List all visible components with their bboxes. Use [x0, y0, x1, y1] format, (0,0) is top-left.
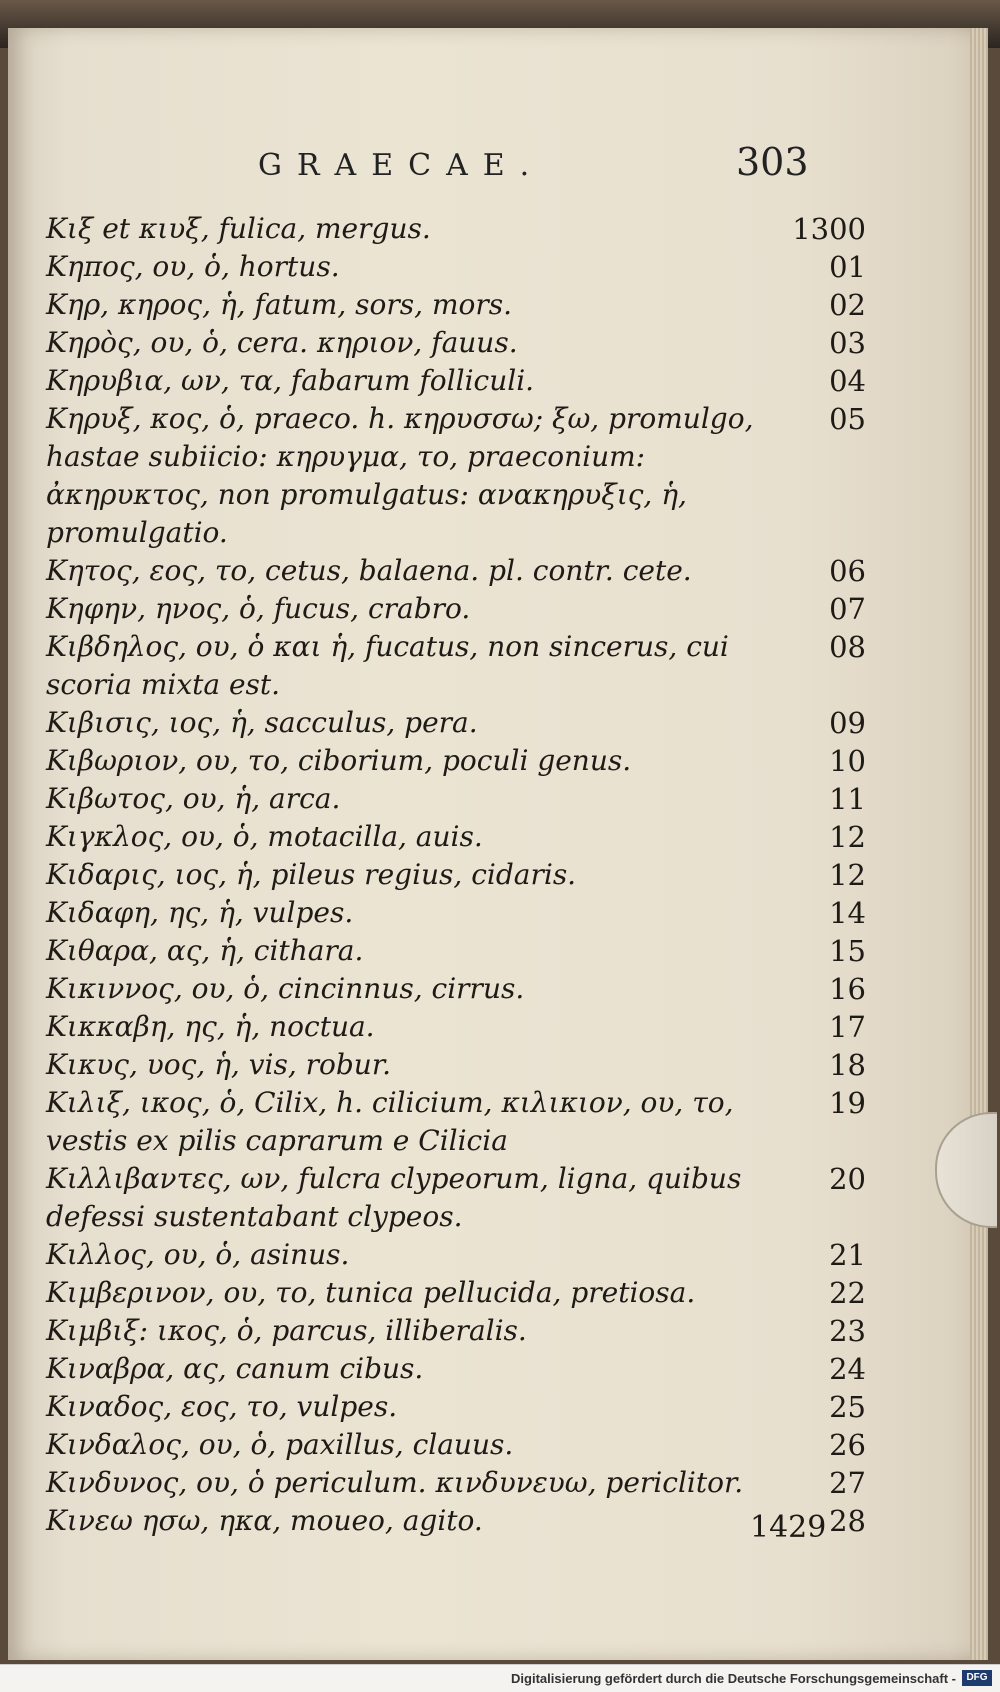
- entry-number: 16: [829, 972, 866, 1006]
- dictionary-entry: [46, 856, 866, 894]
- entry-text: Κιβισις, ιος, ἡ, sacculus, pera.: [46, 706, 478, 739]
- dictionary-entry: [46, 1236, 866, 1274]
- funding-credit: Digitalisierung gefördert durch die Deutsche Forschungsgemeinschaft -: [511, 1671, 956, 1686]
- dictionary-entry: [46, 362, 866, 400]
- entry-text: Κιλιξ, ικος, ὁ, Cilix, h. cilicium, κιλικιον, ου, το, vestis ex pilis caprarum e Cilicia: [46, 1086, 734, 1157]
- footer-bar: [0, 1664, 1000, 1692]
- entry-text: Κιλλος, ου, ὁ, asinus.: [46, 1238, 350, 1271]
- dictionary-entry: [46, 1426, 866, 1464]
- dictionary-entry: [46, 894, 866, 932]
- dictionary-entry: [46, 1046, 866, 1084]
- entry-number: 12: [829, 820, 866, 854]
- entry-number: 18: [829, 1048, 866, 1082]
- entry-number: 09: [829, 706, 866, 740]
- dictionary-entry: [46, 970, 866, 1008]
- entry-number: 17: [829, 1010, 866, 1044]
- page-edge: [970, 28, 988, 1660]
- dictionary-entry: [46, 286, 866, 324]
- entry-text: Κινδυνος, ου, ὁ periculum. κινδυνευω, periclitor.: [46, 1466, 744, 1499]
- dictionary-entry: [46, 1160, 866, 1236]
- entry-number: 22: [829, 1276, 866, 1310]
- entry-number: 12: [829, 858, 866, 892]
- entry-number: 19: [829, 1086, 866, 1120]
- dictionary-entry: [46, 1274, 866, 1312]
- entry-number: 10: [829, 744, 866, 778]
- entry-number: 05: [829, 402, 866, 436]
- entry-text: Κιξ et κιυξ, fulica, mergus.: [46, 212, 431, 245]
- entry-text: Κηρὸς, ου, ὁ, cera. κηριον, fauus.: [46, 326, 518, 359]
- entry-text: Κηρ, κηρος, ἡ, fatum, sors, mors.: [46, 288, 513, 321]
- entry-text: Κιλλιβαντες, ων, fulcra clypeorum, ligna, quibus defessi sustentabant clypeos.: [46, 1162, 742, 1233]
- entry-number: 20: [829, 1162, 866, 1196]
- entry-text: Κινεω ησω, ηκα, moueo, agito.: [46, 1504, 483, 1537]
- entry-number: 04: [829, 364, 866, 398]
- dictionary-entry: [46, 1084, 866, 1160]
- entry-number: 14: [829, 896, 866, 930]
- entry-text: Κικυς, υος, ἡ, vis, robur.: [46, 1048, 392, 1081]
- dictionary-entry: [46, 742, 866, 780]
- dictionary-entry: [46, 780, 866, 818]
- dictionary-entry: [46, 1502, 866, 1540]
- entry-number: 01: [829, 250, 866, 284]
- entry-number: 26: [829, 1428, 866, 1462]
- entry-text: Κικκαβη, ης, ἡ, noctua.: [46, 1010, 375, 1043]
- entry-number: 03: [829, 326, 866, 360]
- dictionary-entry: [46, 932, 866, 970]
- entry-text: Κιβωτος, ου, ἡ, arca.: [46, 782, 341, 815]
- entry-text: Κιμβιξ: ικος, ὁ, parcus, illiberalis.: [46, 1314, 527, 1347]
- entry-text: Κινδαλος, ου, ὁ, paxillus, clauus.: [46, 1428, 514, 1461]
- dictionary-entry: [46, 818, 866, 856]
- entry-text: Κικιννος, ου, ὁ, cincinnus, cirrus.: [46, 972, 525, 1005]
- entry-number: 11: [829, 782, 866, 816]
- entry-text: Κιβωριον, ου, το, ciborium, poculi genus.: [46, 744, 632, 777]
- running-total: 1429: [750, 1510, 827, 1545]
- entry-number: 23: [829, 1314, 866, 1348]
- entry-text: Κιδαφη, ης, ἡ, vulpes.: [46, 896, 354, 929]
- entry-number: 21: [829, 1238, 866, 1272]
- page-header: [8, 126, 988, 186]
- entry-number: 24: [829, 1352, 866, 1386]
- entry-number: 06: [829, 554, 866, 588]
- entry-text: Κητος, εος, το, cetus, balaena. pl. contr. cete.: [46, 554, 692, 587]
- dictionary-entry: [46, 1008, 866, 1046]
- entry-text: Κιναδος, εος, το, vulpes.: [46, 1390, 398, 1423]
- entry-text: Κιμβερινον, ου, το, tunica pellucida, pretiosa.: [46, 1276, 696, 1309]
- dictionary-entry: [46, 210, 866, 248]
- entry-number: 08: [829, 630, 866, 664]
- dictionary-entry: [46, 324, 866, 362]
- entry-text: Κιβδηλος, ου, ὁ και ἡ, fucatus, non sincerus, cui scoria mixta est.: [46, 630, 729, 701]
- dfg-logo: DFG: [962, 1670, 992, 1686]
- entry-text: Κηφην, ηνος, ὁ, fucus, crabro.: [46, 592, 471, 625]
- running-head: GRAECAE.: [258, 148, 545, 183]
- dictionary-entry: [46, 552, 866, 590]
- page-number: 303: [736, 140, 809, 184]
- dictionary-entry: [46, 400, 866, 552]
- dictionary-entry: [46, 1464, 866, 1502]
- dictionary-entry: [46, 1312, 866, 1350]
- entry-number: 07: [829, 592, 866, 626]
- entry-text: Κηπος, ου, ὁ, hortus.: [46, 250, 340, 283]
- dictionary-entry: [46, 590, 866, 628]
- entry-text: Κηρυξ, κος, ὁ, praeco. h. κηρυσσω; ξω, promulgo, hastae subiicio: κηρυγμα, το, praeconium: ἀκηρυκτος, non promulgatus: ανακηρυξις, ἡ, promulgatio.: [46, 402, 754, 549]
- entry-number: 25: [829, 1390, 866, 1424]
- dictionary-entries: [46, 210, 866, 1540]
- entry-text: Κιδαρις, ιος, ἡ, pileus regius, cidaris.: [46, 858, 577, 891]
- book-page: [8, 28, 988, 1660]
- entry-text: Κιγκλος, ου, ὁ, motacilla, auis.: [46, 820, 483, 853]
- dictionary-entry: [46, 1388, 866, 1426]
- entry-text: Κηρυβια, ων, τα, fabarum folliculi.: [46, 364, 535, 397]
- entry-number: 1300: [792, 212, 866, 246]
- dictionary-entry: [46, 1350, 866, 1388]
- dictionary-entry: [46, 628, 866, 704]
- entry-number: 15: [829, 934, 866, 968]
- entry-number: 02: [829, 288, 866, 322]
- entry-number: 28: [829, 1504, 866, 1538]
- dictionary-entry: [46, 704, 866, 742]
- dictionary-entry: [46, 248, 866, 286]
- entry-text: Κιναβρα, ας, canum cibus.: [46, 1352, 424, 1385]
- entry-text: Κιθαρα, ας, ἡ, cithara.: [46, 934, 364, 967]
- entry-number: 27: [829, 1466, 866, 1500]
